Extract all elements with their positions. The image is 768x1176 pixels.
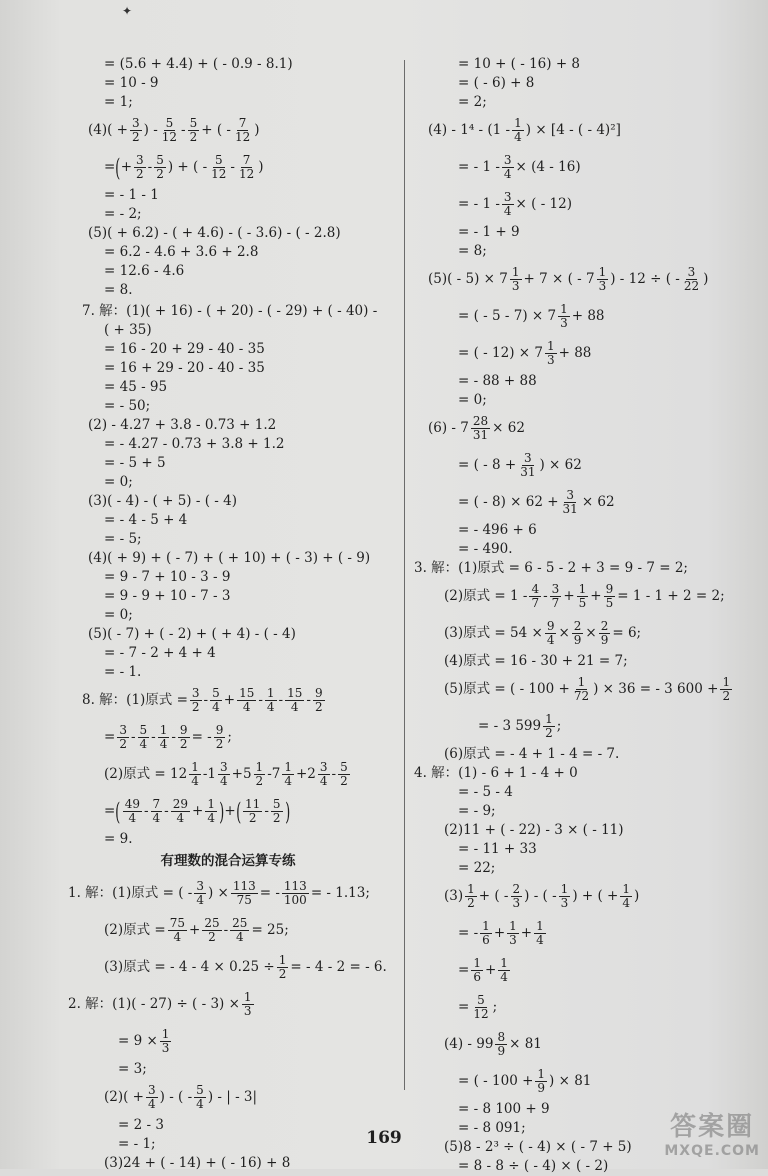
- text-line: = 9.: [104, 830, 133, 847]
- text-line: = 10 + ( - 16) + 8: [458, 55, 581, 72]
- question-4: 4. 解：(1) - 6 + 1 - 4 + 0: [414, 764, 578, 781]
- text: =: [104, 158, 116, 175]
- text-line: = - 4.27 - 0.73 + 3.8 + 1.2: [104, 435, 285, 452]
- fraction: $\frac{5}{2}$: [156, 153, 164, 181]
- text-line: = - 1 + 9: [458, 223, 520, 240]
- text-line: = - 8 100 + 9: [458, 1100, 550, 1117]
- text: 8. 解：(1)原式 =: [82, 691, 188, 708]
- math-line: = ( - 12) × 7 $\frac{1}{3}$ + 88: [458, 339, 592, 367]
- corner-mark-icon: ✦: [122, 4, 133, 18]
- math-line: = $\frac{5}{12}$ ;: [458, 993, 498, 1021]
- text-line: (2)11 + ( - 22) - 3 × ( - 11): [444, 821, 624, 838]
- text-line: = 1;: [104, 93, 133, 110]
- left-column: [68, 55, 398, 1173]
- math-line: (2)原式 = 12 $\frac{1}{4}$ - 1 $\frac{3}{4}$ + 5 $\frac{1}{2}$ - 7 $\frac{1}{4}$ + 2 $\frac{3}{4}$ - $\frac{5}{2}$: [104, 760, 348, 788]
- text-line: = - 1;: [118, 1135, 156, 1152]
- text-line: = ( - 6) + 8: [458, 74, 535, 91]
- text-line: = 0;: [458, 391, 487, 408]
- text-line: = - 1 - 1: [104, 186, 159, 203]
- text: -: [230, 158, 235, 175]
- section-title: 有理数的混合运算专练: [160, 853, 296, 870]
- math-line: = - 1 - $\frac{3}{4}$ × ( - 12): [458, 190, 573, 218]
- text-line: = - 1.: [104, 663, 142, 680]
- watermark-url: MXQE.COM: [664, 1143, 760, 1159]
- text-line: = 22;: [458, 859, 496, 876]
- fraction: $\frac{7}{12}$: [238, 153, 255, 181]
- text-line: = 9 - 9 + 10 - 7 - 3: [104, 587, 231, 604]
- text: ): [254, 121, 260, 138]
- math-line: (5)( - 5) × 7 $\frac{1}{3}$ + 7 × ( - 7 $\frac{1}{3}$ ) - 12 ÷ ( - $\frac{3}{22}$ ): [428, 265, 709, 293]
- text-line: = 16 - 20 + 29 - 40 - 35: [104, 340, 265, 357]
- math-line: = ( - 5 - 7) × 7 $\frac{1}{3}$ + 88: [458, 302, 605, 330]
- text-line: = (5.6 + 4.4) + ( - 0.9 - 8.1): [104, 55, 293, 72]
- text-line: = 9 - 7 + 10 - 3 - 9: [104, 568, 231, 585]
- text-line: = - 8 091;: [458, 1119, 526, 1136]
- right-column: [414, 55, 763, 1176]
- fraction: $\frac{5}{12}$: [211, 153, 227, 181]
- text-line: = - 2;: [104, 205, 142, 222]
- text-line: = 0;: [104, 606, 133, 623]
- text-line: = 2;: [458, 93, 487, 110]
- text-line: = 8 - 8 ÷ ( - 4) × ( - 2): [458, 1157, 609, 1174]
- math-line: = $\frac{3}{2}$ - $\frac{5}{4}$ - $\frac{1}{4}$ - $\frac{9}{2}$ = - $\frac{9}{2}$ ;: [104, 723, 232, 751]
- text-line: (4)原式 = 16 - 30 + 21 = 7;: [444, 652, 628, 669]
- math-line: = 9 × $\frac{1}{3}$: [118, 1027, 170, 1055]
- column-divider: [404, 60, 405, 1090]
- text-line: = - 7 - 2 + 4 + 4: [104, 644, 216, 661]
- text-line: (5)( - 7) + ( - 2) + ( + 4) - ( - 4): [88, 625, 296, 642]
- math-line: = ( + $\frac{3}{2}$ - $\frac{5}{2}$ ) + ( - $\frac{5}{12}$ - $\frac{7}{12}$ ): [104, 153, 264, 182]
- text: (4)( +: [88, 121, 128, 138]
- text-line: = 16 + 29 - 20 - 40 - 35: [104, 359, 265, 376]
- question-8: 8. 解：(1)原式 = $\frac{3}{2}$ - $\frac{5}{4}$ + $\frac{15}{4}$ - $\frac{1}{4}$ - $\frac{15}{4}$ - $\frac{9}{2}$: [82, 686, 323, 714]
- text-line: = 3;: [118, 1060, 147, 1077]
- text-line: = - 88 + 88: [458, 372, 537, 389]
- fraction: $\frac{3}{2}$: [136, 153, 144, 181]
- math-line: (3)原式 = 54 × $\frac{9}{4}$ × $\frac{2}{9}$ × $\frac{2}{9}$ = 6;: [444, 619, 642, 647]
- text-line: (5)( + 6.2) - ( + 4.6) - ( - 3.6) - ( - 2.8): [88, 224, 341, 241]
- math-line: = ( - 8) × 62 + $\frac{3}{31}$ × 62: [458, 488, 615, 516]
- text-line: (5)8 - 2³ ÷ ( - 4) × ( - 7 + 5): [444, 1138, 632, 1155]
- math-line: = ( - 8 + $\frac{3}{31}$ ) × 62: [458, 451, 582, 479]
- text-line: = 10 - 9: [104, 74, 159, 91]
- text-line: = 12.6 - 4.6: [104, 262, 185, 279]
- math-line: (6) - 7 $\frac{28}{31}$ × 62: [428, 414, 525, 442]
- text-line: = - 5;: [104, 530, 142, 547]
- math-line: (5)原式 = ( - 100 + $\frac{1}{72}$ ) × 36 = - 3 600 + $\frac{1}{2}$: [444, 675, 731, 703]
- question-3: 3. 解：(1)原式 = 6 - 5 - 2 + 3 = 9 - 7 = 2;: [414, 559, 688, 576]
- text-line: = 6.2 - 4.6 + 3.6 + 2.8: [104, 243, 259, 260]
- math-line: (3) $\frac{1}{2}$ + ( - $\frac{2}{3}$ ) - ( - $\frac{1}{3}$ ) + ( + $\frac{1}{4}$ ): [444, 882, 640, 910]
- text-line: = - 490.: [458, 540, 513, 557]
- text-line: (6)原式 = - 4 + 1 - 4 = - 7.: [444, 745, 620, 762]
- text-line: = - 9;: [458, 802, 496, 819]
- fraction: $\frac{5}{12}$: [161, 116, 178, 144]
- fraction: $\frac{7}{12}$: [234, 116, 251, 144]
- math-line: (2)原式 = 1 - $\frac{4}{7}$ - $\frac{3}{7}$ + $\frac{1}{5}$ + $\frac{9}{5}$ = 1 - 1 + 2 = 2;: [444, 582, 725, 610]
- math-line: = - 3 599 $\frac{1}{2}$ ;: [478, 712, 562, 740]
- math-line: (4) - 1⁴ - (1 - $\frac{1}{4}$ ) × [4 - ( - 4)²]: [428, 116, 621, 144]
- text: ) + ( -: [167, 158, 208, 175]
- text-line: ( + 35): [104, 321, 152, 338]
- math-line: (3)原式 = - 4 - 4 × 0.25 ÷ $\frac{1}{2}$ = - 4 - 2 = - 6.: [104, 953, 387, 981]
- text: + ( -: [201, 121, 231, 138]
- text-line: = 0;: [104, 473, 133, 490]
- math-line: = ( - 100 + $\frac{1}{9}$ ) × 81: [458, 1067, 592, 1095]
- math-line: (4) - 99 $\frac{8}{9}$ × 81: [444, 1030, 542, 1058]
- text-line: = 8;: [458, 242, 487, 259]
- text-line: = - 50;: [104, 397, 151, 414]
- math-line: (2)原式 = $\frac{75}{4}$ + $\frac{25}{2}$ - $\frac{25}{4}$ = 25;: [104, 916, 289, 944]
- math-line: = - 1 - $\frac{3}{4}$ × (4 - 16): [458, 153, 581, 181]
- mixed-question-2: 2. 解：(1)( - 27) ÷ ( - 3) × $\frac{1}{3}$: [68, 990, 252, 1018]
- math-line: = - $\frac{1}{6}$ + $\frac{1}{3}$ + $\frac{1}{4}$: [458, 919, 544, 947]
- math-line: (2)( + $\frac{3}{4}$ ) - ( - $\frac{5}{4}$ ) - | - 3|: [104, 1083, 258, 1111]
- text-line: = - 11 + 33: [458, 840, 537, 857]
- question-7: 7. 解：(1)( + 16) - ( + 20) - ( - 29) + ( - 40) -: [82, 302, 378, 319]
- math-line: = ( $\frac{49}{4}$ - $\frac{7}{4}$ - $\frac{29}{4}$ + $\frac{1}{4}$ ) + ( $\frac{11}{2}$ - $\frac{5}{2}$ ): [104, 797, 290, 826]
- text-line: = 2 - 3: [118, 1116, 164, 1133]
- text-line: (3)24 + ( - 14) + ( - 16) + 8: [104, 1154, 291, 1171]
- text-line: (4)( + 9) + ( - 7) + ( + 10) + ( - 3) + ( - 9): [88, 549, 371, 566]
- text-line: = - 5 + 5: [104, 454, 166, 471]
- text: -: [181, 121, 186, 138]
- watermark-text: 答案圈: [670, 1112, 755, 1142]
- text-line: = - 496 + 6: [458, 521, 537, 538]
- fraction: $\frac{3}{2}$: [132, 116, 140, 144]
- text: ): [258, 158, 264, 175]
- fraction: $\frac{5}{2}$: [189, 116, 198, 144]
- mixed-question-1: 1. 解：(1)原式 = ( - $\frac{3}{4}$ ) × $\frac{113}{75}$ = - $\frac{113}{100}$ = - 1.13;: [68, 879, 370, 907]
- text-line: (3)( - 4) - ( + 5) - ( - 4): [88, 492, 237, 509]
- text: ) -: [143, 121, 158, 138]
- text-line: = - 5 - 4: [458, 783, 513, 800]
- text-line: (2) - 4.27 + 3.8 - 0.73 + 1.2: [88, 416, 277, 433]
- text-line: = 45 - 95: [104, 378, 168, 395]
- text-line: = - 4 - 5 + 4: [104, 511, 188, 528]
- math-line: = $\frac{1}{6}$ + $\frac{1}{4}$: [458, 956, 508, 984]
- page-number: 169: [366, 1128, 402, 1148]
- text-line: = 8.: [104, 281, 133, 298]
- watermark-logo: [664, 1106, 760, 1159]
- math-line: [78, 112, 398, 149]
